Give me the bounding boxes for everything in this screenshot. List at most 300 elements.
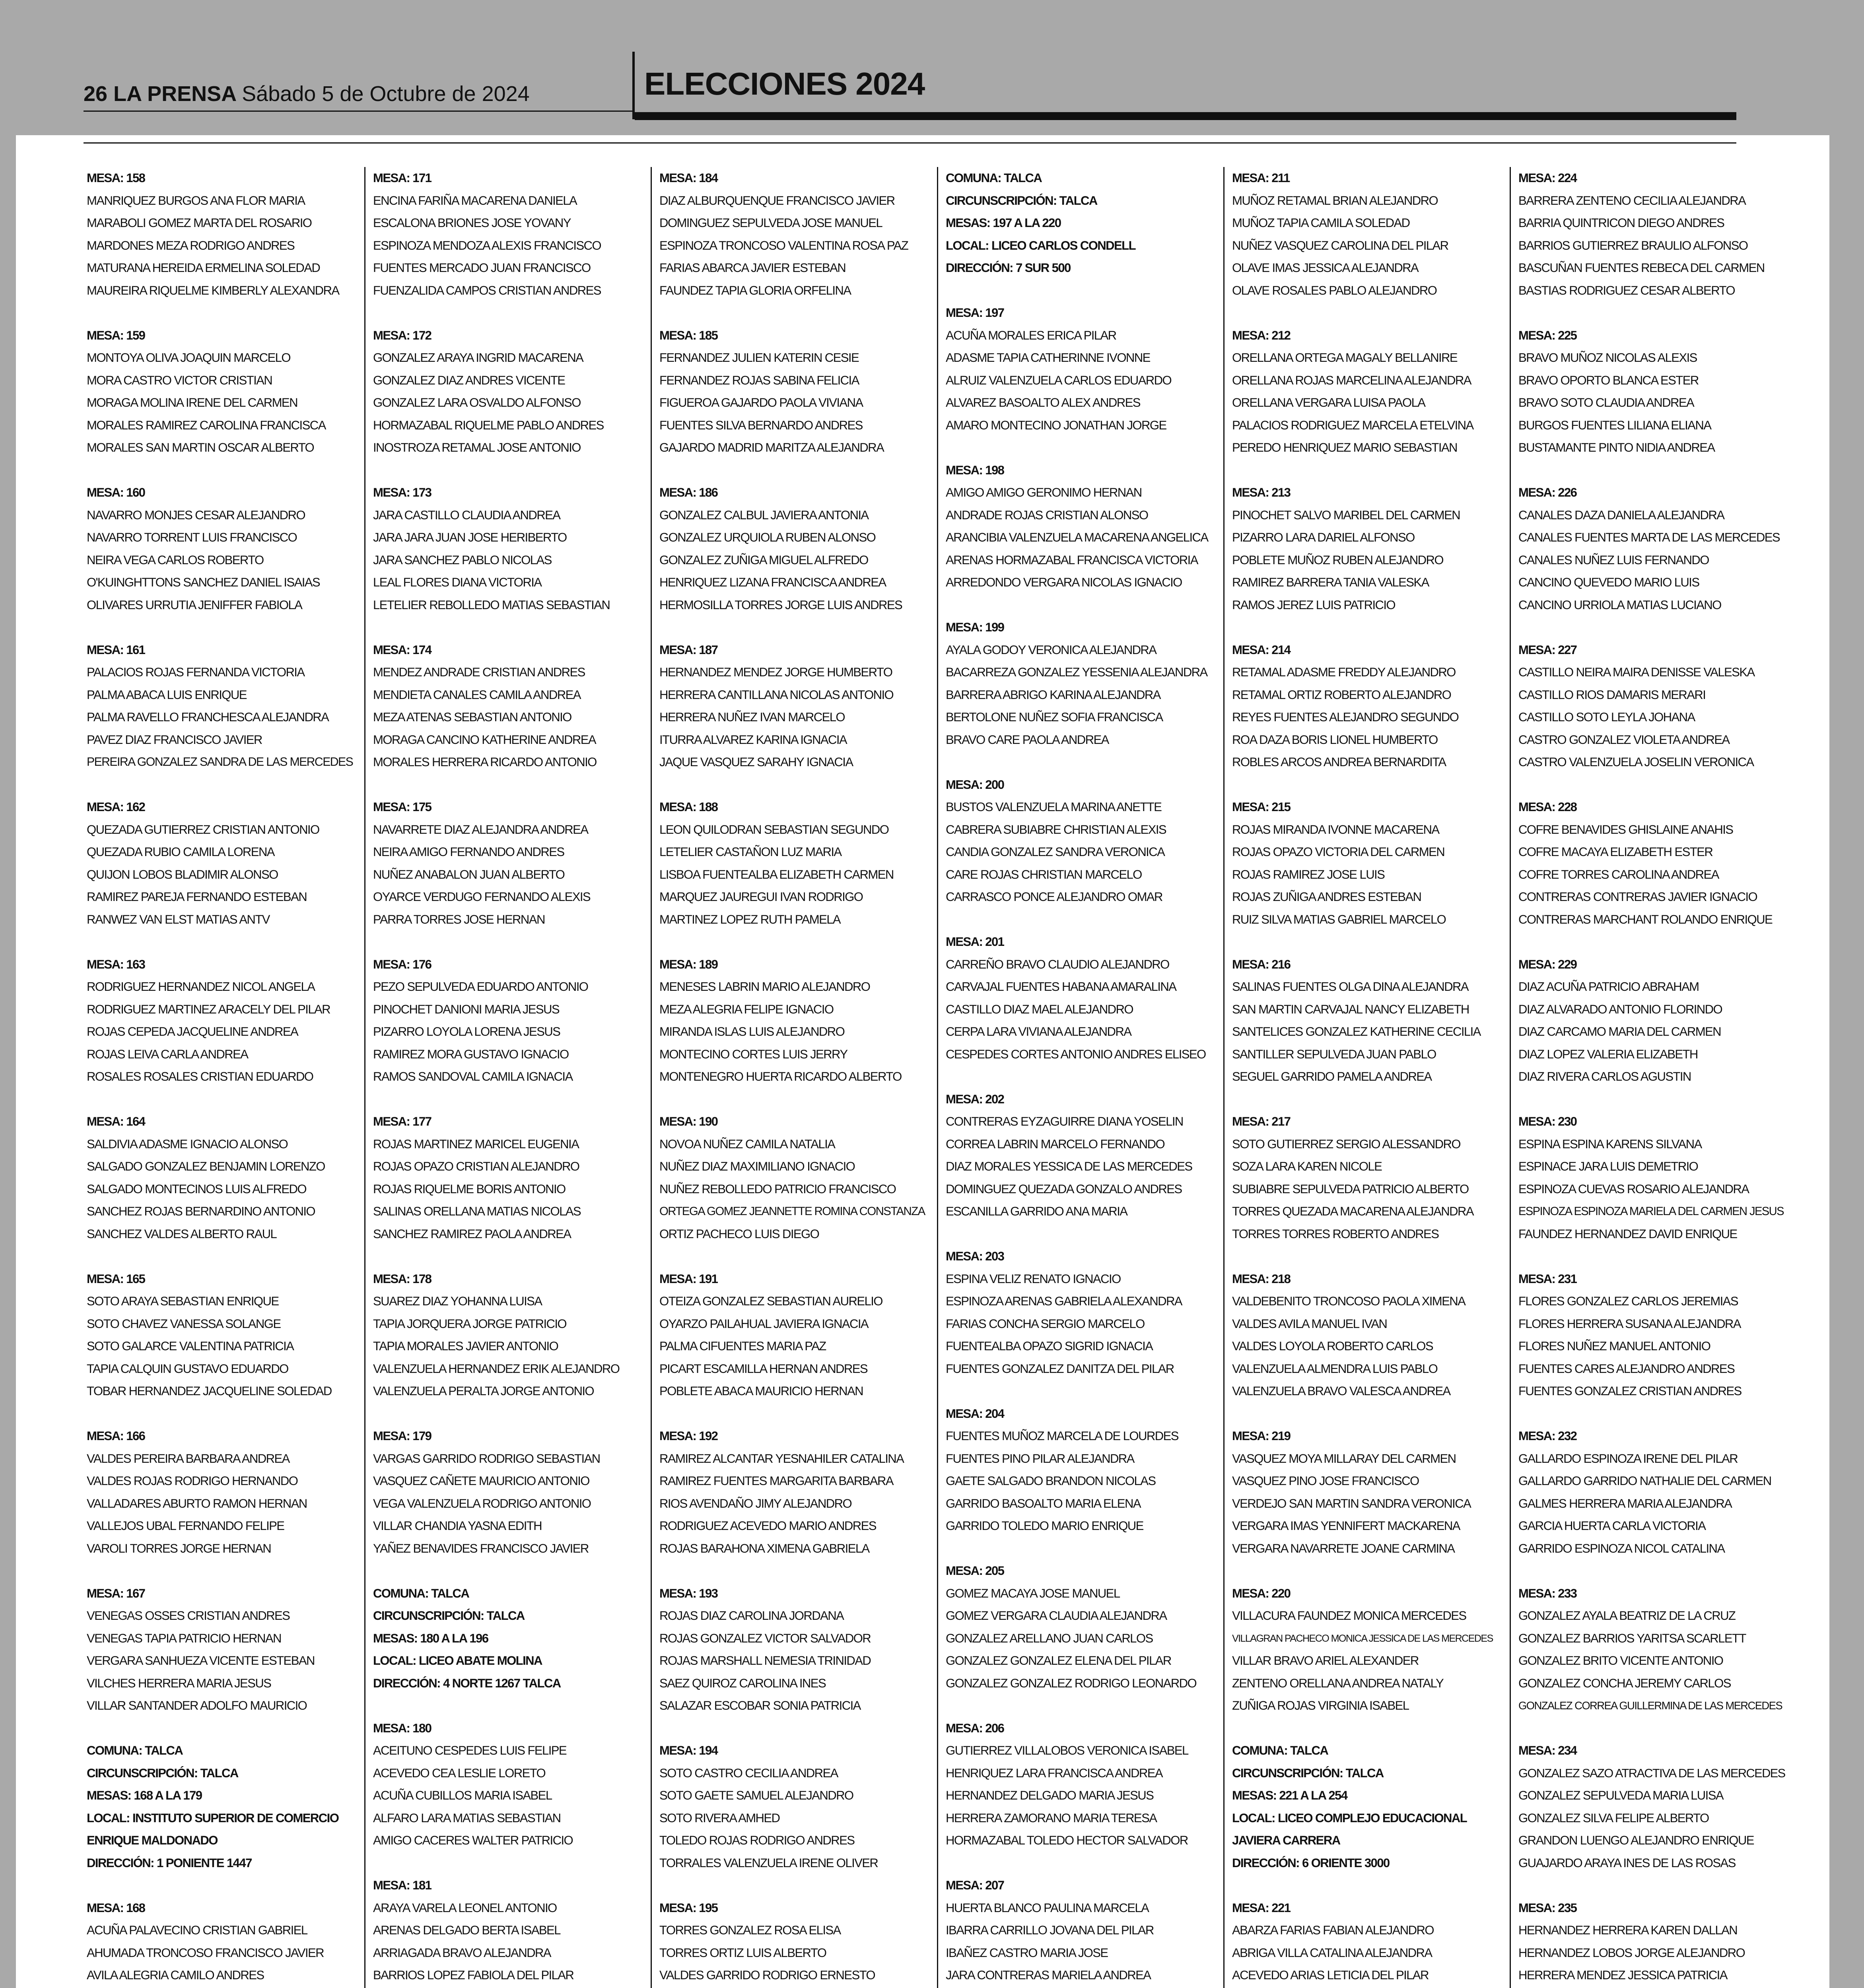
mesa-block [946, 931, 1216, 1066]
mesa-heading: MESA: 214 [1232, 643, 1291, 657]
voter-name: ACEVEDO CEA LESLIE LORETO [373, 1766, 546, 1780]
voter-name: POBLETE MUÑOZ RUBEN ALEJANDRO [1232, 553, 1443, 567]
voter-name: ROJAS RIQUELME BORIS ANTONIO [373, 1182, 566, 1196]
voter-name: ESPINA ESPINA KARENS SILVANA [1518, 1137, 1702, 1151]
column-divider [937, 167, 938, 1988]
voter-name: SANCHEZ VALDES ALBERTO RAUL [87, 1227, 277, 1241]
voter-name: GONZALEZ AYALA BEATRIZ DE LA CRUZ [1518, 1609, 1736, 1623]
mesa-block [946, 1717, 1216, 1852]
voter-name: FAUNDEZ HERNANDEZ DAVID ENRIQUE [1518, 1227, 1737, 1241]
voter-name: MARDONES MEZA RODRIGO ANDRES [87, 238, 295, 252]
folio [84, 82, 530, 106]
voter-name: VASQUEZ CAÑETE MAURICIO ANTONIO [373, 1474, 589, 1488]
voter-name: ROBLES ARCOS ANDREA BERNARDITA [1232, 755, 1446, 769]
mesa-block [946, 302, 1216, 437]
voter-name: OLAVE IMAS JESSICA ALEJANDRA [1232, 261, 1419, 275]
voter-name: PINOCHET SALVO MARIBEL DEL CARMEN [1232, 508, 1460, 522]
voter-name: VERGARA SANHUEZA VICENTE ESTEBAN [87, 1654, 315, 1668]
mesa-block [946, 1088, 1216, 1223]
voter-name: BERTOLONE NUÑEZ SOFIA FRANCISCA [946, 710, 1163, 724]
voter-name: ORELLANA ORTEGA MAGALY BELLANIRE [1232, 351, 1458, 365]
voter-name: ROJAS LEIVA CARLA ANDREA [87, 1047, 248, 1061]
voter-name: SALINAS FUENTES OLGA DINA ALEJANDRA [1232, 980, 1469, 994]
voter-name: MENESES LABRIN MARIO ALEJANDRO [659, 980, 870, 994]
voter-name: HERMOSILLA TORRES JORGE LUIS ANDRES [659, 598, 902, 612]
voter-name: MORALES HERRERA RICARDO ANTONIO [373, 755, 597, 769]
mesa-block [946, 1403, 1216, 1538]
page-header [0, 0, 1864, 135]
mesa-heading: MESA: 193 [659, 1586, 718, 1600]
mesa-heading: MESA: 227 [1518, 643, 1577, 657]
voter-name: NUÑEZ VASQUEZ CAROLINA DEL PILAR [1232, 238, 1448, 252]
column-divider [651, 167, 652, 1988]
voter-name: NOVOA NUÑEZ CAMILA NATALIA [659, 1137, 835, 1151]
voter-name: GARCIA HUERTA CARLA VICTORIA [1518, 1519, 1706, 1533]
voter-name: PALMA CIFUENTES MARIA PAZ [659, 1339, 826, 1353]
mesa-heading: MESA: 226 [1518, 485, 1577, 499]
mesa-heading: MESA: 201 [946, 935, 1004, 949]
polling-place-line: LOCAL: LICEO ABATE MOLINA [373, 1654, 542, 1668]
mesa-block [1232, 481, 1502, 616]
voter-name: OLAVE ROSALES PABLO ALEJANDRO [1232, 283, 1437, 297]
mesa-block [1232, 1897, 1502, 1988]
voter-name: FLORES GONZALEZ CARLOS JEREMIAS [1518, 1294, 1738, 1308]
voter-name: ROJAS MARTINEZ MARICEL EUGENIA [373, 1137, 579, 1151]
voter-name: ACUÑA MORALES ERICA PILAR [946, 328, 1116, 342]
voter-name: DOMINGUEZ QUEZADA GONZALO ANDRES [946, 1182, 1182, 1196]
voter-name: DIAZ LOPEZ VALERIA ELIZABETH [1518, 1047, 1698, 1061]
mesa-heading: MESA: 215 [1232, 800, 1291, 814]
voter-name: FUENTEALBA OPAZO SIGRID IGNACIA [946, 1339, 1153, 1353]
voter-name: CASTRO GONZALEZ VIOLETA ANDREA [1518, 732, 1730, 747]
voter-name: RAMIREZ BARRERA TANIA VALESKA [1232, 575, 1429, 589]
voter-name: RAMIREZ PAREJA FERNANDO ESTEBAN [87, 890, 307, 904]
voter-name: AMIGO CACERES WALTER PATRICIO [373, 1833, 573, 1847]
voter-name: HERRERA NUÑEZ IVAN MARCELO [659, 710, 845, 724]
voter-name: ROJAS RAMIREZ JOSE LUIS [1232, 867, 1385, 881]
polling-place-line: LOCAL: INSTITUTO SUPERIOR DE COMERCIO [87, 1811, 339, 1825]
voter-name: BASTIAS RODRIGUEZ CESAR ALBERTO [1518, 283, 1735, 297]
voter-name: BRAVO CARE PAOLA ANDREA [946, 732, 1109, 747]
voter-name: SANTELICES GONZALEZ KATHERINE CECILIA [1232, 1025, 1481, 1039]
voter-name: ARREDONDO VERGARA NICOLAS IGNACIO [946, 575, 1182, 589]
mesa-heading: MESA: 216 [1232, 957, 1291, 971]
voter-name: VALENZUELA HERNANDEZ ERIK ALEJANDRO [373, 1361, 620, 1376]
mesa-block [1518, 796, 1789, 931]
voter-name: GALMES HERRERA MARIA ALEJANDRA [1518, 1496, 1732, 1510]
voter-name: PICART ESCAMILLA HERNAN ANDRES [659, 1361, 868, 1376]
voter-name: SALAZAR ESCOBAR SONIA PATRICIA [659, 1699, 861, 1712]
voter-name: ADASME TAPIA CATHERINNE IVONNE [946, 351, 1150, 365]
voter-name: RODRIGUEZ ACEVEDO MARIO ANDRES [659, 1519, 876, 1533]
voter-name: BARRIOS LOPEZ FABIOLA DEL PILAR [373, 1968, 574, 1982]
mesa-heading: MESA: 173 [373, 485, 431, 499]
column-5 [1232, 167, 1502, 1988]
column-6 [1518, 167, 1789, 1988]
voter-name: ORELLANA VERGARA LUISA PAOLA [1232, 396, 1425, 410]
mesa-block [87, 639, 357, 774]
voter-name: VILLAGRAN PACHECO MONICA JESSICA DE LAS MERCEDES [1232, 1633, 1493, 1644]
mesa-heading: MESA: 184 [659, 171, 718, 185]
voter-name: MENDEZ ANDRADE CRISTIAN ANDRES [373, 665, 585, 679]
voter-name: CARRASCO PONCE ALEJANDRO OMAR [946, 890, 1162, 904]
voter-name: VALDES PEREIRA BARBARA ANDREA [87, 1451, 290, 1466]
voter-name: VERGARA IMAS YENNIFERT MACKARENA [1232, 1519, 1460, 1533]
voter-name: PEZO SEPULVEDA EDUARDO ANTONIO [373, 980, 588, 994]
voter-name: FUENTES GONZALEZ CRISTIAN ANDRES [1518, 1384, 1742, 1398]
mesa-heading: MESA: 235 [1518, 1901, 1577, 1915]
voter-name: MUÑOZ RETAMAL BRIAN ALEJANDRO [1232, 193, 1438, 208]
voter-name: RAMIREZ FUENTES MARGARITA BARBARA [659, 1474, 893, 1488]
voter-name: SALINAS ORELLANA MATIAS NICOLAS [373, 1204, 581, 1218]
voter-name: ORTEGA GOMEZ JEANNETTE ROMINA CONSTANZA [659, 1205, 925, 1218]
voter-name: ROJAS DIAZ CAROLINA JORDANA [659, 1609, 844, 1623]
voter-name: CASTRO VALENZUELA JOSELIN VERONICA [1518, 755, 1754, 769]
mesa-heading: MESA: 229 [1518, 957, 1577, 971]
column-3 [659, 167, 930, 1988]
voter-name: ESCANILLA GARRIDO ANA MARIA [946, 1204, 1127, 1218]
voter-name: ESPINOZA TRONCOSO VALENTINA ROSA PAZ [659, 238, 908, 252]
voter-name: DIAZ CARCAMO MARIA DEL CARMEN [1518, 1025, 1721, 1039]
voter-name: POBLETE ABACA MAURICIO HERNAN [659, 1384, 863, 1398]
voter-name: ANDRADE ROJAS CRISTIAN ALONSO [946, 508, 1148, 522]
voter-name: PAVEZ DIAZ FRANCISCO JAVIER [87, 732, 262, 747]
voter-name: GARRIDO TOLEDO MARIO ENRIQUE [946, 1519, 1143, 1533]
voter-name: BRAVO OPORTO BLANCA ESTER [1518, 373, 1699, 387]
voter-name: BARRERA ZENTENO CECILIA ALEJANDRA [1518, 193, 1746, 208]
mesa-heading: MESA: 212 [1232, 328, 1291, 342]
mesa-block [87, 324, 357, 459]
voter-name: ACUÑA CUBILLOS MARIA ISABEL [373, 1788, 552, 1802]
mesa-block [1232, 1268, 1502, 1403]
mesa-heading: MESA: 191 [659, 1272, 718, 1286]
voter-name: CABRERA SUBIABRE CHRISTIAN ALEXIS [946, 822, 1166, 837]
voter-name: VALDES LOYOLA ROBERTO CARLOS [1232, 1339, 1433, 1353]
mesa-heading: MESA: 194 [659, 1743, 718, 1757]
voter-name: ALFARO LARA MATIAS SEBASTIAN [373, 1811, 561, 1825]
voter-name: BARRERA ABRIGO KARINA ALEJANDRA [946, 687, 1160, 702]
voter-name: MONTECINO CORTES LUIS JERRY [659, 1047, 847, 1061]
polling-place-line: MESAS: 197 A LA 220 [946, 216, 1061, 230]
voter-name: RODRIGUEZ HERNANDEZ NICOL ANGELA [87, 980, 315, 994]
mesa-block [659, 1425, 930, 1560]
voter-name: FAUNDEZ TAPIA GLORIA ORFELINA [659, 283, 851, 297]
header-separator [632, 52, 635, 119]
voter-name: CERPA LARA VIVIANA ALEJANDRA [946, 1025, 1131, 1039]
mesa-heading: MESA: 189 [659, 957, 718, 971]
voter-name: SUBIABRE SEPULVEDA PATRICIO ALBERTO [1232, 1182, 1469, 1196]
voter-name: AYALA GODOY VERONICA ALEJANDRA [946, 643, 1156, 657]
voter-name: INOSTROZA RETAMAL JOSE ANTONIO [373, 441, 581, 454]
voter-name: SOTO GUTIERREZ SERGIO ALESSANDRO [1232, 1137, 1460, 1151]
mesa-block [1518, 1268, 1789, 1403]
voter-name: FIGUEROA GAJARDO PAOLA VIVIANA [659, 396, 863, 410]
polling-place-line: CIRCUNSCRIPCIÓN: TALCA [946, 193, 1097, 208]
voter-name: MANRIQUEZ BURGOS ANA FLOR MARIA [87, 193, 305, 208]
voter-name: LEON QUILODRAN SEBASTIAN SEGUNDO [659, 822, 889, 837]
voter-name: GUAJARDO ARAYA INES DE LAS ROSAS [1518, 1856, 1736, 1870]
voter-name: ROJAS MIRANDA IVONNE MACARENA [1232, 822, 1439, 837]
voter-name: FARIAS ABARCA JAVIER ESTEBAN [659, 261, 846, 275]
voter-name: SOTO CHAVEZ VANESSA SOLANGE [87, 1316, 281, 1331]
mesa-block [87, 1110, 357, 1245]
voter-name: RODRIGUEZ MARTINEZ ARACELY DEL PILAR [87, 1002, 330, 1016]
voter-name: SOTO ARAYA SEBASTIAN ENRIQUE [87, 1294, 279, 1308]
voter-name: RANWEZ VAN ELST MATIAS ANTV [87, 912, 270, 926]
voter-name: MORAGA CANCINO KATHERINE ANDREA [373, 732, 596, 747]
voter-name: MONTENEGRO HUERTA RICARDO ALBERTO [659, 1070, 902, 1083]
column-4 [946, 167, 1216, 1988]
voter-name: LETELIER REBOLLEDO MATIAS SEBASTIAN [373, 598, 610, 612]
mesa-heading: MESA: 203 [946, 1249, 1004, 1263]
mesa-block [1518, 1897, 1789, 1988]
voter-name: TOBAR HERNANDEZ JACQUELINE SOLEDAD [87, 1384, 332, 1398]
voter-name: MARQUEZ JAUREGUI IVAN RODRIGO [659, 890, 863, 904]
mesa-heading: MESA: 192 [659, 1429, 718, 1443]
voter-name: SOZA LARA KAREN NICOLE [1232, 1159, 1382, 1173]
voter-name: O'KUINGHTTONS SANCHEZ DANIEL ISAIAS [87, 575, 320, 589]
polling-place-line: DIRECCIÓN: 1 PONIENTE 1447 [87, 1856, 252, 1870]
voter-name: GONZALEZ ARELLANO JUAN CARLOS [946, 1631, 1153, 1645]
voter-name: GONZALEZ DIAZ ANDRES VICENTE [373, 373, 565, 387]
mesa-heading: MESA: 217 [1232, 1114, 1291, 1128]
voter-name: VERDEJO SAN MARTIN SANDRA VERONICA [1232, 1496, 1471, 1510]
voter-name: GONZALEZ URQUIOLA RUBEN ALONSO [659, 530, 876, 544]
mesa-block [373, 1717, 643, 1852]
voter-name: ACEITUNO CESPEDES LUIS FELIPE [373, 1743, 567, 1757]
voter-name: ITURRA ALVAREZ KARINA IGNACIA [659, 732, 847, 747]
voter-name: VASQUEZ PINO JOSE FRANCISCO [1232, 1474, 1419, 1488]
mesa-heading: MESA: 234 [1518, 1743, 1577, 1757]
voter-name: FUENTES MUÑOZ MARCELA DE LOURDES [946, 1429, 1178, 1443]
voter-name: RAMIREZ MORA GUSTAVO IGNACIO [373, 1047, 569, 1061]
voter-name: LEAL FLORES DIANA VICTORIA [373, 575, 542, 589]
voter-name: CONTRERAS MARCHANT ROLANDO ENRIQUE [1518, 912, 1773, 926]
polling-place-line: COMUNA: TALCA [87, 1743, 183, 1757]
mesa-heading: MESA: 195 [659, 1901, 718, 1915]
mesa-block [1232, 1582, 1502, 1717]
mesa-heading: MESA: 158 [87, 171, 145, 185]
column-2 [373, 167, 643, 1988]
polling-place-block [87, 1740, 357, 1874]
voter-name: DIAZ ALVARADO ANTONIO FLORINDO [1518, 1002, 1722, 1016]
voter-name: ABRIGA VILLA CATALINA ALEJANDRA [1232, 1945, 1432, 1960]
mesa-block [87, 1897, 357, 1988]
mesa-heading: MESA: 174 [373, 643, 431, 657]
voter-name: VARGAS GARRIDO RODRIGO SEBASTIAN [373, 1451, 600, 1466]
voter-name: VALENZUELA ALMENDRA LUIS PABLO [1232, 1361, 1438, 1376]
mesa-heading: MESA: 163 [87, 957, 145, 971]
mesa-heading: MESA: 233 [1518, 1586, 1577, 1600]
mesa-heading: MESA: 228 [1518, 800, 1577, 814]
voter-name: FUENTES GONZALEZ DANITZA DEL PILAR [946, 1361, 1174, 1376]
voter-name: PALMA ABACA LUIS ENRIQUE [87, 687, 247, 702]
voter-name: GUTIERREZ VILLALOBOS VERONICA ISABEL [946, 1743, 1188, 1757]
mesa-block [659, 639, 930, 774]
voter-name: COFRE BENAVIDES GHISLAINE ANAHIS [1518, 822, 1733, 837]
mesa-heading: MESA: 218 [1232, 1272, 1291, 1286]
voter-name: FUENTES PINO PILAR ALEJANDRA [946, 1451, 1134, 1466]
voter-name: CESPEDES CORTES ANTONIO ANDRES ELISEO [946, 1047, 1206, 1061]
mesa-heading: MESA: 207 [946, 1878, 1004, 1892]
voter-name: GONZALEZ GONZALEZ RODRIGO LEONARDO [946, 1676, 1197, 1690]
voter-name: NUÑEZ DIAZ MAXIMILIANO IGNACIO [659, 1159, 855, 1173]
voter-name: PINOCHET DANIONI MARIA JESUS [373, 1002, 560, 1016]
voter-name: MONTOYA OLIVA JOAQUIN MARCELO [87, 351, 290, 365]
voter-name [87, 1987, 357, 1988]
mesa-heading: MESA: 161 [87, 643, 145, 657]
mesa-block [1518, 481, 1789, 616]
voter-name: GRANDON LUENGO ALEJANDRO ENRIQUE [1518, 1833, 1754, 1847]
voter-name: BACARREZA GONZALEZ YESSENIA ALEJANDRA [946, 665, 1207, 679]
voter-name: FARIAS CONCHA SERGIO MARCELO [946, 1316, 1145, 1331]
voter-name: SAN MARTIN CARVAJAL NANCY ELIZABETH [1232, 1002, 1469, 1016]
voter-name: HERRERA CANTILLANA NICOLAS ANTONIO [659, 687, 894, 702]
polling-place-line: DIRECCIÓN: 6 ORIENTE 3000 [1232, 1856, 1390, 1870]
polling-place-block [1232, 1740, 1502, 1874]
voter-name: GONZALEZ SEPULVEDA MARIA LUISA [1518, 1788, 1724, 1802]
voter-name: PEREIRA GONZALEZ SANDRA DE LAS MERCEDES [87, 755, 353, 769]
voter-name: TORRES TORRES ROBERTO ANDRES [1232, 1227, 1439, 1241]
voter-name: BUSTAMANTE PINTO NIDIA ANDREA [1518, 441, 1715, 454]
voter-name: VILLAR BRAVO ARIEL ALEXANDER [1232, 1654, 1419, 1668]
voter-name: HERNANDEZ LOBOS JORGE ALEJANDRO [1518, 1945, 1745, 1960]
voter-name: FUENTES SILVA BERNARDO ANDRES [659, 418, 863, 432]
mesa-block [1518, 167, 1789, 302]
voter-name: GONZALEZ BRITO VICENTE ANTONIO [1518, 1654, 1723, 1668]
voter-name: CASTILLO NEIRA MAIRA DENISSE VALESKA [1518, 665, 1755, 679]
voter-name: ESPINOZA ARENAS GABRIELA ALEXANDRA [946, 1294, 1182, 1308]
voter-name: HERRERA ZAMORANO MARIA TERESA [946, 1811, 1157, 1825]
voter-name: TORRALES VALENZUELA IRENE OLIVER [659, 1856, 878, 1870]
voter-name: GARRIDO BASOALTO MARIA ELENA [946, 1496, 1141, 1510]
voter-name: MORAGA MOLINA IRENE DEL CARMEN [87, 396, 297, 410]
voter-name: MARTINEZ LOPEZ RUTH PAMELA [659, 912, 841, 926]
voter-name: ROJAS CEPEDA JACQUELINE ANDREA [87, 1025, 298, 1039]
voter-name: RAMOS SANDOVAL CAMILA IGNACIA [373, 1070, 573, 1083]
voter-name: REYES FUENTES ALEJANDRO SEGUNDO [1232, 710, 1459, 724]
publication-name: LA PRENSA [113, 82, 236, 106]
mesa-block [659, 167, 930, 302]
mesa-block [373, 1425, 643, 1560]
voter-name: BRAVO SOTO CLAUDIA ANDREA [1518, 396, 1694, 410]
voter-name: SOTO GAETE SAMUEL ALEJANDRO [659, 1788, 853, 1802]
header-rule-thick [635, 112, 1736, 120]
voter-name: ROSALES ROSALES CRISTIAN EDUARDO [87, 1070, 313, 1083]
column-divider [1223, 167, 1225, 1988]
voter-name: YAÑEZ BENAVIDES FRANCISCO JAVIER [373, 1541, 589, 1555]
mesa-block [1232, 796, 1502, 931]
voter-name: FUENTES MERCADO JUAN FRANCISCO [373, 261, 591, 275]
voter-name: MEZA ALEGRIA FELIPE IGNACIO [659, 1002, 834, 1016]
mesa-heading: MESA: 187 [659, 643, 718, 657]
voter-name: ENCINA FARIÑA MACARENA DANIELA [373, 193, 577, 208]
voter-name: FERNANDEZ ROJAS SABINA FELICIA [659, 373, 859, 387]
voter-name: CANDIA GONZALEZ SANDRA VERONICA [946, 845, 1165, 859]
voter-name: ARAYA VARELA LEONEL ANTONIO [373, 1901, 557, 1915]
voter-name: MENDIETA CANALES CAMILA ANDREA [373, 687, 581, 702]
voter-name: GONZALEZ LARA OSVALDO ALFONSO [373, 396, 581, 410]
voter-name: GONZALEZ SAZO ATRACTIVA DE LAS MERCEDES [1518, 1766, 1785, 1780]
column-1 [87, 167, 357, 1988]
voter-name: HORMAZABAL TOLEDO HECTOR SALVADOR [946, 1833, 1188, 1847]
mesa-block [373, 1110, 643, 1245]
voter-name: NEIRA AMIGO FERNANDO ANDRES [373, 845, 564, 859]
voter-name: FERNANDEZ JULIEN KATERIN CESIE [659, 351, 859, 365]
voter-name: PIZARRO LARA DARIEL ALFONSO [1232, 530, 1415, 544]
mesa-block [1518, 1582, 1789, 1717]
mesa-heading: MESA: 200 [946, 777, 1004, 792]
mesa-heading: MESA: 172 [373, 328, 431, 342]
voter-name: DIAZ ALBURQUENQUE FRANCISCO JAVIER [659, 193, 895, 208]
voter-name: BASCUÑAN FUENTES REBECA DEL CARMEN [1518, 261, 1765, 275]
voter-name: RAMIREZ ALCANTAR YESNAHILER CATALINA [659, 1451, 904, 1466]
mesa-heading: MESA: 199 [946, 620, 1004, 634]
voter-name: DIAZ RIVERA CARLOS AGUSTIN [1518, 1070, 1691, 1083]
mesa-heading: MESA: 219 [1232, 1429, 1291, 1443]
voter-name: SUAREZ DIAZ YOHANNA LUISA [373, 1294, 542, 1308]
mesa-heading: MESA: 179 [373, 1429, 431, 1443]
voter-name: SOTO GALARCE VALENTINA PATRICIA [87, 1339, 294, 1353]
voter-name: GONZALEZ CALBUL JAVIERA ANTONIA [659, 508, 869, 522]
voter-name: IBAÑEZ CASTRO MARIA JOSE [946, 1945, 1108, 1960]
voter-name: MATURANA HEREIDA ERMELINA SOLEDAD [87, 261, 320, 275]
voter-name: GONZALEZ GONZALEZ ELENA DEL PILAR [946, 1654, 1171, 1668]
mesa-block [1232, 1110, 1502, 1245]
voter-name: VALLADARES ABURTO RAMON HERNAN [87, 1496, 307, 1510]
voter-name: PALMA RAVELLO FRANCHESCA ALEJANDRA [87, 710, 329, 724]
polling-place-line: COMUNA: TALCA [1232, 1743, 1328, 1757]
voter-name: FUENZALIDA CAMPOS CRISTIAN ANDRES [373, 283, 601, 297]
mesa-heading: MESA: 205 [946, 1564, 1004, 1578]
mesa-heading: MESA: 176 [373, 957, 431, 971]
voter-name: DIAZ ACUÑA PATRICIO ABRAHAM [1518, 980, 1699, 994]
mesa-block [659, 796, 930, 931]
voter-name: NAVARRO MONJES CESAR ALEJANDRO [87, 508, 305, 522]
mesa-block [946, 459, 1216, 594]
voter-name: HENRIQUEZ LIZANA FRANCISCA ANDREA [659, 575, 886, 589]
polling-place-line: DIRECCIÓN: 7 SUR 500 [946, 261, 1071, 275]
voter-name: CARREÑO BRAVO CLAUDIO ALEJANDRO [946, 957, 1169, 971]
voter-name: VILLACURA FAUNDEZ MONICA MERCEDES [1232, 1609, 1466, 1623]
voter-name [1232, 1987, 1502, 1988]
voter-name: ACEVEDO ARIAS LETICIA DEL PILAR [1232, 1968, 1429, 1982]
voter-name: GALLARDO ESPINOZA IRENE DEL PILAR [1518, 1451, 1738, 1466]
voter-name: QUIJON LOBOS BLADIMIR ALONSO [87, 867, 278, 881]
voter-name: GONZALEZ BARRIOS YARITSA SCARLETT [1518, 1631, 1746, 1645]
mesa-block [87, 796, 357, 931]
mesa-heading: MESA: 162 [87, 800, 145, 814]
mesa-heading: MESA: 185 [659, 328, 718, 342]
voter-name: BURGOS FUENTES LILIANA ELIANA [1518, 418, 1711, 432]
voter-name: RIOS AVENDAÑO JIMY ALEJANDRO [659, 1496, 852, 1510]
voter-name [946, 1987, 1216, 1988]
voter-name: RETAMAL ADASME FREDDY ALEJANDRO [1232, 665, 1456, 679]
mesa-heading: MESA: 206 [946, 1721, 1004, 1735]
mesa-heading: MESA: 221 [1232, 1901, 1291, 1915]
voter-name: SALDIVIA ADASME IGNACIO ALONSO [87, 1137, 288, 1151]
mesa-heading: MESA: 204 [946, 1406, 1004, 1421]
mesa-block [1232, 324, 1502, 459]
voter-name: JARA CASTILLO CLAUDIA ANDREA [373, 508, 560, 522]
voter-name: COFRE TORRES CAROLINA ANDREA [1518, 867, 1719, 881]
voter-name: MUÑOZ TAPIA CAMILA SOLEDAD [1232, 216, 1410, 230]
mesa-block [373, 639, 643, 774]
voter-name: ROJAS GONZALEZ VICTOR SALVADOR [659, 1631, 871, 1645]
voter-name: ROJAS OPAZO CRISTIAN ALEJANDRO [373, 1159, 579, 1173]
voter-name: VENEGAS TAPIA PATRICIO HERNAN [87, 1631, 281, 1645]
voter-name: TOLEDO ROJAS RODRIGO ANDRES [659, 1833, 855, 1847]
